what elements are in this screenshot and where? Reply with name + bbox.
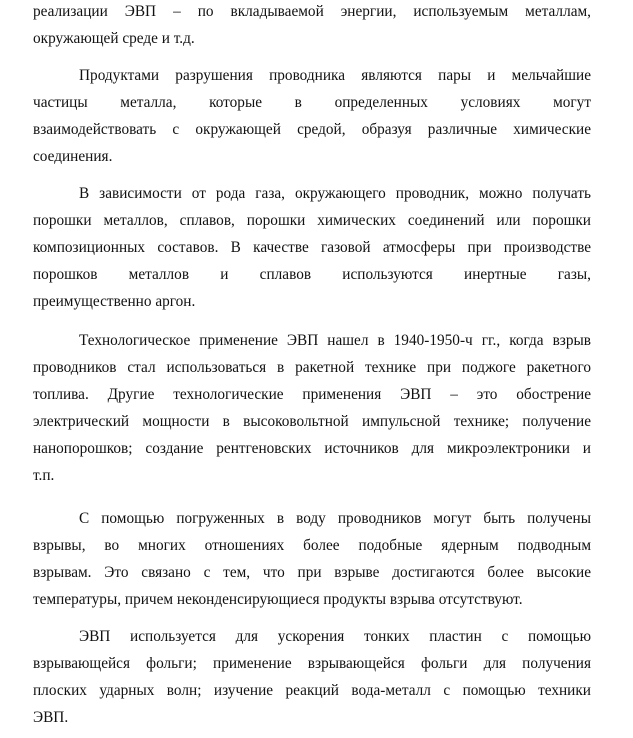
text-line: температуры, причем неконденсирующиеся продукты взрыва отсутствуют. bbox=[33, 591, 523, 608]
text-line: соединения. bbox=[33, 148, 113, 165]
text-line: взрывы, во многих отношениях более подобные ядерным подводным bbox=[33, 537, 591, 554]
text-line: В зависимости от рода газа, окружающего проводник, можно получать bbox=[79, 185, 591, 202]
text-line: топлива. Другие технологические применения ЭВП – это обострение bbox=[33, 386, 591, 403]
text-line: порошки металлов, сплавов, порошки химических соединений или порошки bbox=[33, 212, 591, 229]
paragraph-1 bbox=[33, 0, 591, 52]
text-line: взрывающейся фольги; применение взрывающейся фольги для получения bbox=[33, 655, 591, 672]
text-line: взрывам. Это связано с тем, что при взрыве достигаются более высокие bbox=[33, 564, 591, 581]
text-line: плоских ударных волн; изучение реакций вода-металл с помощью техники bbox=[33, 682, 591, 699]
text-line: преимущественно аргон. bbox=[33, 293, 196, 310]
text-line: проводников стал использоваться в ракетной технике при поджоге ракетного bbox=[33, 359, 591, 376]
paragraph-6 bbox=[33, 623, 591, 731]
text-line: Продуктами разрушения проводника являются пары и мельчайшие bbox=[79, 67, 591, 84]
text-line: Технологическое применение ЭВП нашел в 1940-1950-ч гг., когда взрыв bbox=[79, 332, 591, 349]
text-line: электрический мощности в высоковольтной импульсной технике; получение bbox=[33, 413, 591, 430]
paragraph-4 bbox=[33, 327, 591, 489]
text-line: окружающей среде и т.д. bbox=[33, 30, 195, 47]
text-line: композиционных составов. В качестве газовой атмосферы при производстве bbox=[33, 239, 591, 256]
text-line: С помощью погруженных в воду проводников могут быть получены bbox=[79, 510, 591, 527]
text-line: частицы металла, которые в определенных условиях могут bbox=[33, 94, 591, 111]
text-line: т.п. bbox=[33, 467, 55, 484]
text-line: реализации ЭВП – по вкладываемой энергии, используемым металлам, bbox=[33, 3, 591, 20]
text-line: нанопорошков; создание рентгеновских источников для микроэлектроники и bbox=[33, 440, 591, 457]
paragraph-5 bbox=[33, 505, 591, 613]
paragraph-3 bbox=[33, 180, 591, 315]
text-line: ЭВП используется для ускорения тонких пластин с помощью bbox=[79, 628, 591, 645]
text-line: ЭВП. bbox=[33, 709, 69, 726]
text-line: взаимодействовать с окружающей средой, образуя различные химические bbox=[33, 121, 591, 138]
paragraph-2 bbox=[33, 62, 591, 170]
text-line: порошков металлов и сплавов используются инертные газы, bbox=[33, 266, 591, 283]
